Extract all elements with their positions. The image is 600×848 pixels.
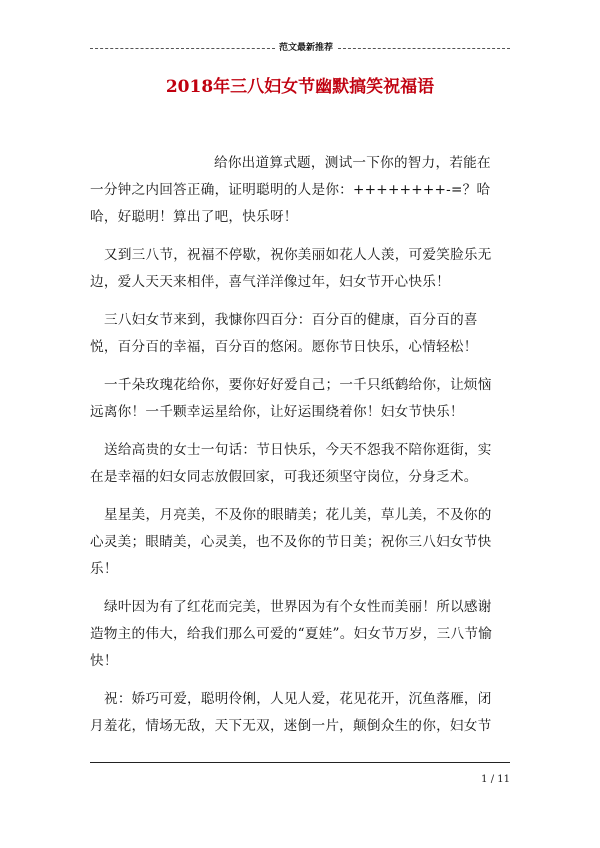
paragraph: 送给高贵的女士一句话：节日快乐，今天不怨我不陪你逛街，实在是幸福的妇女同志放假回家，可我还须坚守岗位，分身乏术。 <box>90 442 492 485</box>
footer-divider <box>90 762 510 763</box>
page-number: 1 / 11 <box>481 774 510 785</box>
document-title: 2018年三八妇女节幽默搞笑祝福语 <box>165 77 435 97</box>
paragraph: 又到三八节，祝福不停歇，祝你美丽如花人人羡，可爱笑脸乐无边，爱人天天来相伴，喜气洋洋像过年，妇女节开心快乐！ <box>90 247 492 290</box>
header-divider-right <box>338 48 510 49</box>
paragraph: 三八妇女节来到，我慷你四百分：百分百的健康，百分百的喜悦，百分百的幸福，百分百的悠闲。愿你节日快乐，心情轻松！ <box>90 312 478 355</box>
paragraph: 绿叶因为有了红花而完美，世界因为有个女性而美丽！所以感谢造物主的伟大，给我们那么可爱的“夏娃”。妇女节万岁，三八节愉快！ <box>90 599 493 669</box>
paragraph: 祝：娇巧可爱，聪明伶俐，人见人爱，花见花开，沉鱼落雁，闭月羞花，情场无敌，天下无双，迷倒一片，颠倒众生的你，妇女节 <box>90 691 492 734</box>
page-header <box>90 41 510 55</box>
paragraph: 一千朵玫瑰花给你，要你好好爱自己；一千只纸鹤给你，让烦恼远离你！一千颗幸运星给你，让好运围绕着你！妇女节快乐！ <box>90 377 492 420</box>
header-label: 范文最新推荐 <box>278 43 333 53</box>
header-divider-left <box>90 48 275 49</box>
document-body <box>90 150 500 751</box>
paragraph: 星星美，月亮美，不及你的眼睛美；花儿美，草儿美，不及你的心灵美；眼睛美，心灵美，也不及你的节日美；祝你三八妇女节快乐！ <box>90 507 492 577</box>
paragraph: 给你出道算式题，测试一下你的智力，若能在一分钟之内回答正确，证明聪明的人是你：++++++++-=？哈哈，好聪明！算出了吧，快乐呀！ <box>90 155 491 225</box>
